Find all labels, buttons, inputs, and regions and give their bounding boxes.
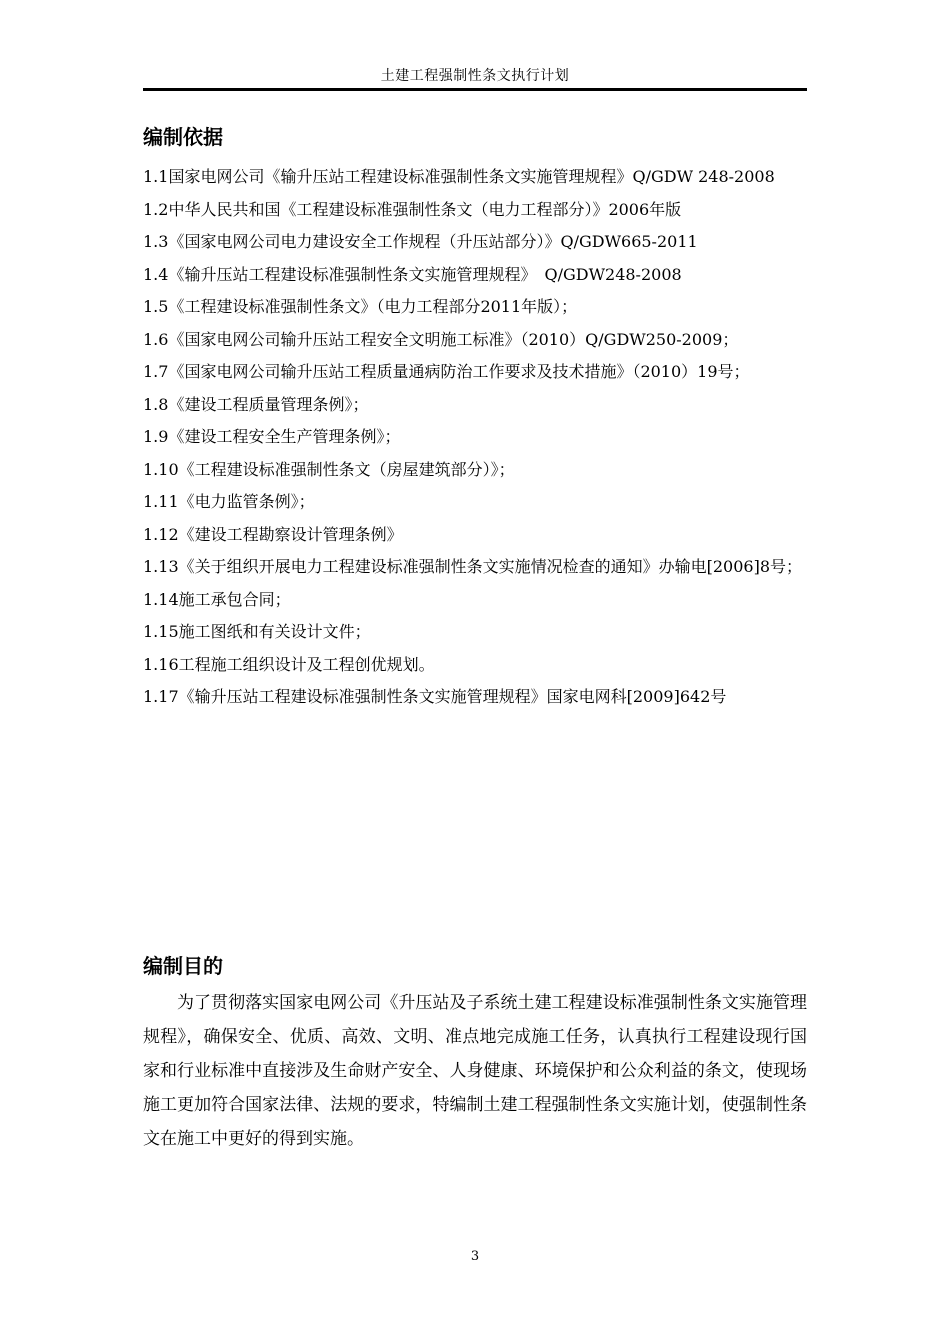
basis-item-1-15: 1.15施工图纸和有关设计文件； — [143, 622, 371, 641]
basis-item-1-3: 1.3《国家电网公司电力建设安全工作规程（升压站部分）》Q/GDW665-2011 — [143, 232, 698, 251]
basis-item-1-9: 1.9《建设工程安全生产管理条例》； — [143, 427, 401, 446]
basis-item-1-2: 1.2中华人民共和国《工程建设标准强制性条文（电力工程部分）》2006年版 — [143, 199, 682, 219]
basis-item-1-1: 1.1国家电网公司《输升压站工程建设标准强制性条文实施管理规程》Q/GDW 248-2008 — [143, 167, 775, 186]
basis-item-1-13: 1.13《关于组织开展电力工程建设标准强制性条文实施情况检查的通知》办输电[2006]8号； — [143, 557, 803, 576]
section-heading-basis: 编制依据 — [143, 125, 223, 149]
basis-item-1-14: 1.14施工承包合同； — [143, 589, 291, 609]
basis-item-1-11: 1.11《电力监管条例》； — [143, 492, 315, 511]
header-divider — [143, 88, 807, 91]
basis-item-1-12: 1.12《建设工程勘察设计管理条例》 — [143, 524, 403, 544]
basis-item-1-10: 1.10《工程建设标准强制性条文（房屋建筑部分）》； — [143, 459, 515, 479]
basis-item-1-4: 1.4《输升压站工程建设标准强制性条文实施管理规程》 Q/GDW248-2008 — [143, 264, 682, 284]
page-header-title: 土建工程强制性条文执行计划 — [380, 68, 570, 84]
section-heading-purpose: 编制目的 — [143, 954, 223, 978]
basis-item-1-6: 1.6《国家电网公司输升压站工程安全文明施工标准》（2010）Q/GDW250-2009； — [143, 329, 739, 349]
basis-item-1-7: 1.7《国家电网公司输升压站工程质量通病防治工作要求及技术措施》（2010）19号； — [143, 362, 750, 381]
basis-list — [143, 161, 807, 714]
basis-item-1-16: 1.16工程施工组织设计及工程创优规划。 — [143, 654, 435, 674]
page-number: 3 — [470, 1249, 480, 1264]
purpose-paragraph: 为了贯彻落实国家电网公司《升压站及子系统土建工程建设标准强制性条文实施管理规程》，确保安全、优质、高效、文明、准点地完成施工任务，认真执行工程建设现行国家和行业标准中直接涉及生命财产安全、人身健康、环境保护和公众利益的条文，使现场施工更加符合国家法律、法规的要求，特编制土建工程强制性条文实施计划，使强制性条文在施工中更好的得到实施。 — [143, 993, 807, 1149]
basis-item-1-8: 1.8《建设工程质量管理条例》； — [143, 394, 369, 414]
basis-item-1-5: 1.5《工程建设标准强制性条文》（电力工程部分2011年版）； — [143, 297, 578, 316]
basis-item-1-17: 1.17《输升压站工程建设标准强制性条文实施管理规程》国家电网科[2009]642号 — [143, 687, 727, 706]
